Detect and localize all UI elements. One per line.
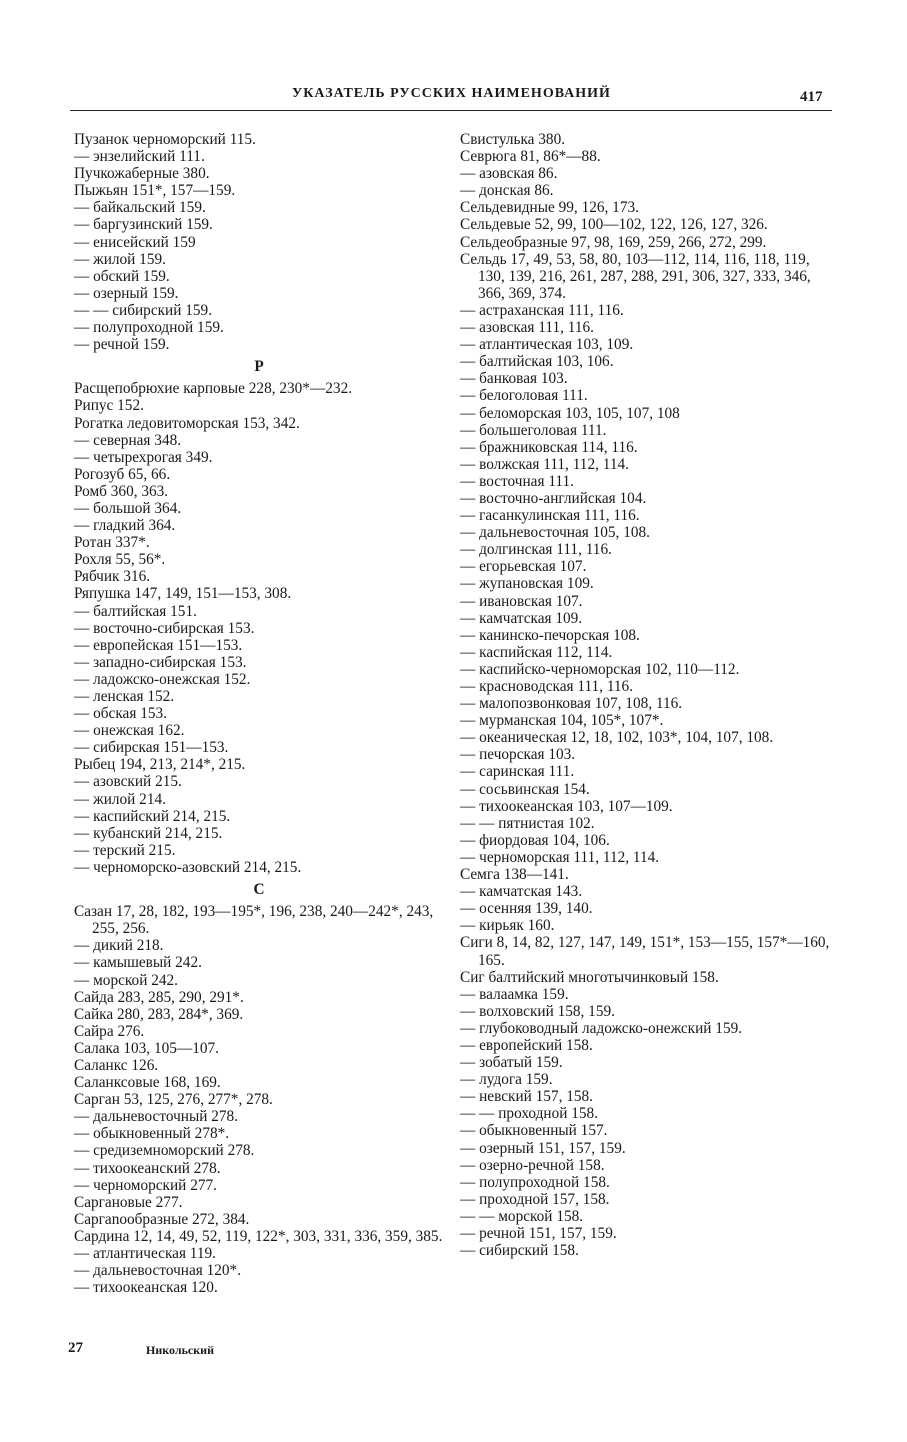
index-entry: — обыкновенный 157.: [460, 1122, 608, 1140]
index-entry: — волжская 111, 112, 114.: [460, 455, 629, 473]
index-entry: — егорьевская 107.: [460, 558, 587, 576]
index-entry: Сельдеобразные 97, 98, 169, 259, 266, 272, 299.: [460, 233, 767, 251]
index-entry: — атлантическая 103, 109.: [460, 336, 634, 354]
index-entry: Пузанок черноморский 115.: [74, 131, 256, 148]
index-entry: — камчатская 109.: [460, 609, 583, 627]
index-entry: — европейский 158.: [460, 1036, 593, 1054]
index-entry: — тихоокеанская 103, 107—109.: [460, 797, 673, 815]
index-entry: — черноморско-азовский 214, 215.: [74, 858, 302, 876]
index-entry: — озерный 151, 157, 159.: [460, 1139, 626, 1157]
index-entry: — обыкновенный 278*.: [74, 1125, 230, 1143]
index-entry: — сибирский 158.: [460, 1242, 579, 1260]
index-entry: Сайда 283, 285, 290, 291*.: [74, 988, 244, 1006]
index-entry: Сардина 12, 14, 49, 52, 119, 122*, 303, 331, 336, 359, 385.: [74, 1227, 443, 1245]
index-entry: — ленская 152.: [74, 688, 175, 705]
index-entry: — восточно-сибирская 153.: [74, 619, 255, 637]
index-entry: — банковая 103.: [460, 370, 568, 388]
index-entry: — четырехрогая 349.: [74, 448, 213, 466]
index-entry: — речной 151, 157, 159.: [460, 1225, 617, 1242]
index-entry: — морской 242.: [74, 971, 178, 989]
index-entry: — азовский 215.: [74, 773, 182, 791]
index-entry: — озерно-речной 158.: [460, 1156, 605, 1174]
index-entry: — печорская 103.: [460, 746, 576, 764]
index-entry: Сельдь 17, 49, 53, 58, 80, 103—112, 114, 116, 118, 119, 130, 139, 216, 261, 287, 288, 291, 306, 327, 333, 346, 366, 369, 374.: [460, 250, 811, 302]
index-entry: — долгинская 111, 116.: [460, 541, 612, 559]
index-entry: — черноморский 277.: [74, 1176, 217, 1194]
index-entry: Саланкс 126.: [74, 1056, 159, 1074]
index-entry: — полупроходной 158.: [460, 1173, 610, 1191]
index-entry: — бражниковская 114, 116.: [460, 438, 638, 456]
index-entry: — лудога 159.: [460, 1071, 553, 1089]
index-entry: — энзелийский 111.: [74, 148, 205, 166]
index-entry: — сосьвинская 154.: [460, 780, 590, 798]
index-entry: — дальневосточная 105, 108.: [460, 524, 650, 542]
index-entry: Рябчик 316.: [74, 568, 151, 586]
index-entry: — глубоководный ладожско-онежский 159.: [460, 1019, 743, 1037]
index-entry: Ротан 337*.: [74, 534, 150, 552]
index-entry: — — пятнистая 102.: [460, 814, 595, 832]
index-entry: Саргановые 277.: [74, 1193, 183, 1211]
left-index-column: [74, 131, 444, 1296]
index-entry: Пыжьян 151*, 157—159.: [74, 182, 236, 200]
index-entry: Саланксовые 168, 169.: [74, 1074, 221, 1092]
index-entry: Саргanообразные 272, 384.: [74, 1210, 250, 1228]
index-entry: — онежская 162.: [74, 722, 185, 740]
index-entry: Сарган 53, 125, 276, 277*, 278.: [74, 1091, 273, 1109]
index-entry: — камышевый 242.: [74, 954, 202, 972]
index-entry: — каспийский 214, 215.: [74, 807, 231, 825]
index-entry: — азовская 111, 116.: [460, 319, 594, 337]
index-entry: — озерный 159.: [74, 284, 179, 302]
index-entry: Сельдевидные 99, 126, 173.: [460, 199, 639, 217]
page-number: 417: [800, 89, 823, 105]
index-entry: — черноморская 111, 112, 114.: [460, 848, 660, 866]
index-entry: Сайка 280, 283, 284*, 369.: [74, 1005, 244, 1023]
index-entry: — тихоокеанский 278.: [74, 1159, 221, 1177]
index-entry: — канинско-печорская 108.: [460, 626, 640, 644]
index-entry: — кирьяк 160.: [460, 917, 555, 935]
index-entry: — дальневосточная 120*.: [74, 1262, 242, 1280]
index-entry: — сибирская 151—153.: [74, 739, 229, 757]
index-entry: Рогозуб 65, 66.: [74, 465, 171, 483]
index-entry: Сиги 8, 14, 82, 127, 147, 149, 151*, 153—155, 157*—160, 165.: [460, 934, 830, 969]
index-entry: — невский 157, 158.: [460, 1088, 594, 1106]
index-entry: — астраханская 111, 116.: [460, 301, 624, 319]
index-entry: — — проходной 158.: [460, 1105, 599, 1123]
index-entry: — большеголовая 111.: [460, 421, 607, 439]
index-entry: — фиордовая 104, 106.: [460, 831, 610, 849]
index-entry: — речной 159.: [74, 336, 170, 354]
index-entry: — осенняя 139, 140.: [460, 900, 593, 918]
index-entry: — средиземноморский 278.: [74, 1142, 255, 1160]
index-entry: Сайра 276.: [74, 1022, 145, 1040]
index-entry: — проходной 157, 158.: [460, 1190, 610, 1208]
index-entry: — баргузинский 159.: [74, 216, 213, 234]
index-entry: — каспийская 112, 114.: [460, 643, 613, 661]
index-entry: — мурманская 104, 105*, 107*.: [460, 712, 664, 730]
index-entry: — байкальский 159.: [74, 199, 206, 217]
index-entry: — северная 348.: [74, 431, 182, 449]
index-entry: — балтийская 103, 106.: [460, 353, 614, 371]
index-entry: — азовская 86.: [460, 165, 558, 183]
index-entry: Ряпушка 147, 149, 151—153, 308.: [74, 585, 292, 603]
index-entry: — жилой 214.: [74, 790, 166, 808]
index-entry: — саринская 111.: [460, 763, 575, 781]
index-entry: — дальневосточный 278.: [74, 1108, 239, 1126]
index-entry: — ладожско-онежская 152.: [74, 670, 251, 688]
index-entry: — большой 364.: [74, 499, 182, 517]
index-entry: — ивановская 107.: [460, 592, 583, 610]
index-entry: — — сибирский 159.: [74, 301, 213, 319]
index-entry: Салака 103, 105—107.: [74, 1039, 219, 1057]
index-entry: Севрюга 81, 86*—88.: [460, 148, 601, 166]
index-entry: — малопозвонковая 107, 108, 116.: [460, 695, 683, 713]
index-entry: — жупановская 109.: [460, 575, 594, 593]
index-entry: Ромб 360, 363.: [74, 482, 169, 500]
index-entry: Семга 138—141.: [460, 866, 569, 884]
index-entry: — енисейский 159: [74, 233, 196, 251]
index-entry: Рыбец 194, 213, 214*, 215.: [74, 756, 246, 774]
index-entry: Рипус 152.: [74, 397, 144, 415]
index-entry: — волховский 158, 159.: [460, 1002, 615, 1020]
index-entry: — европейская 151—153.: [74, 636, 243, 654]
footer-author: Никольский: [146, 1343, 214, 1357]
index-entry: Сельдевые 52, 99, 100—102, 122, 126, 127, 326.: [460, 216, 768, 234]
index-entry: — тихоокеанская 120.: [74, 1279, 218, 1297]
index-entry: — дикий 218.: [74, 937, 164, 955]
index-entry: Сазан 17, 28, 182, 193—195*, 196, 238, 240—242*, 243, 255, 256.: [74, 903, 434, 938]
section-letter: Р: [254, 358, 264, 376]
index-entry: — атлантическая 119.: [74, 1245, 217, 1262]
index-entry: — камчатская 143.: [460, 883, 583, 901]
index-entry: — кубанский 214, 215.: [74, 824, 223, 842]
index-entry: — обская 153.: [74, 705, 167, 723]
index-entry: — беломорская 103, 105, 107, 108: [460, 404, 680, 422]
index-entry: — белоголовая 111.: [460, 387, 588, 405]
index-entry: — восточно-английская 104.: [460, 489, 647, 507]
index-entry: — гасанкулинская 111, 116.: [460, 507, 640, 525]
index-entry: — терский 215.: [74, 841, 176, 859]
index-entry: Пучкожаберные 380.: [74, 165, 210, 183]
section-letter: С: [253, 881, 265, 899]
index-entry: — красноводская 111, 116.: [460, 678, 634, 695]
running-header-title: УКАЗАТЕЛЬ РУССКИХ НАИМЕНОВАНИЙ: [292, 86, 611, 101]
signature-mark: 27: [68, 1340, 83, 1356]
index-entry: — западно-сибирская 153.: [74, 653, 247, 671]
index-entry: Свистулька 380.: [460, 131, 566, 148]
index-entry: — полупроходной 159.: [74, 319, 224, 337]
index-entry: Расщепобрюхие карповые 228, 230*—232.: [74, 380, 353, 398]
index-entry: — восточная 111.: [460, 472, 574, 490]
index-entry: Рогатка ледовитоморская 153, 342.: [74, 414, 300, 432]
index-entry: — валаамка 159.: [460, 985, 569, 1003]
index-entry: — океаническая 12, 18, 102, 103*, 104, 107, 108.: [460, 729, 774, 747]
index-entry: — балтийская 151.: [74, 602, 197, 620]
right-index-column: [460, 131, 830, 1259]
index-entry: Рохля 55, 56*.: [74, 551, 166, 569]
index-entry: — донская 86.: [460, 182, 554, 200]
index-entry: — зобатый 159.: [460, 1054, 563, 1072]
header-rule: [70, 110, 832, 111]
index-entry: — — морской 158.: [460, 1207, 584, 1225]
index-entry: Сиг балтийский многотычинковый 158.: [460, 968, 719, 986]
index-entry: — жилой 159.: [74, 250, 166, 268]
index-entry: — каспийско-черноморская 102, 110—112.: [460, 660, 740, 678]
index-entry: — обский 159.: [74, 267, 170, 285]
index-entry: — гладкий 364.: [74, 517, 176, 535]
